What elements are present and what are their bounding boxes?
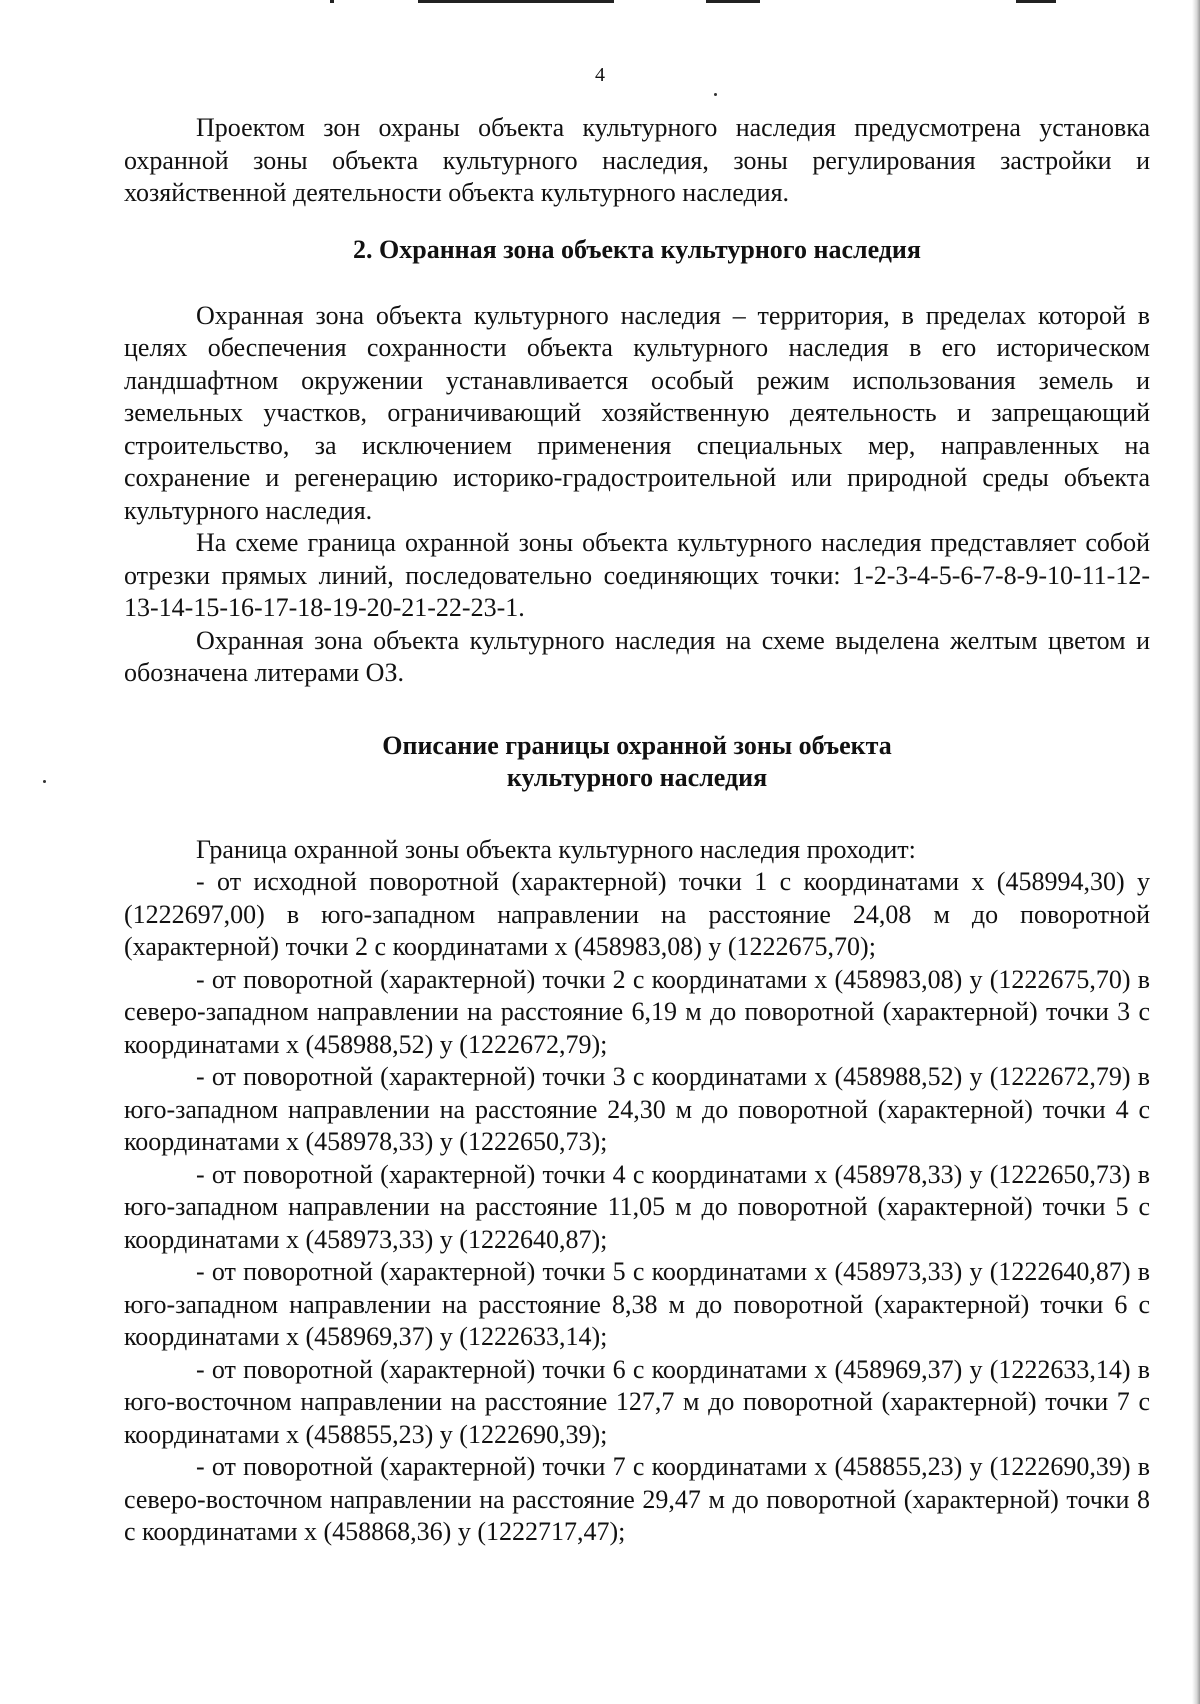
boundary-item: - от поворотной (характерной) точки 6 с координатами x (458969,37) y (1222633,14) в юго-восточном направлении на расстояние 127,7 м до поворотной (характерной) точки 7 с координатами x (458855,23) y (1222690,39); [124,1354,1150,1449]
scan-artifact [706,0,760,3]
boundary-item: - от исходной поворотной (характерной) точки 1 с координатами x (458994,30) y (1222697,00) в юго-западном направлении на расстояние 24,08 м до поворотной (характерной) точки 2 с координатами x (458983,08) y (1222675,70); [124,867,1150,961]
boundary-item: - от поворотной (характерной) точки 3 с координатами x (458988,52) y (1222672,79) в юго-западном направлении на расстояние 24,30 м до поворотной (характерной) точки 4 с координатами x (458978,33) y (1222650,73); [124,1062,1150,1156]
boundary-item: - от поворотной (характерной) точки 5 с координатами x (458973,33) y (1222640,87) в юго-западном направлении на расстояние 8,38 м до поворотной (характерной) точки 6 с координатами x (458969,37) y (1222633,14); [124,1257,1150,1351]
scan-speck [714,93,717,96]
description-heading-line: культурного наследия [506,762,768,792]
scan-artifact [418,0,614,3]
description-heading-line: Описание границы охранной зоны объекта [382,730,892,760]
scan-edge-shadow [1192,0,1200,1704]
description-heading [124,730,1150,794]
section-paragraph: На схеме граница охранной зоны объекта культурного наследия представляет собой отрезки прямых линий, последовательно соединяющих точки: 1-2-3-4-5-6-7-8-9-10-11-12-13-14-15-16-17-18-19-20-21-22-23-1. [124,528,1150,622]
scan-artifact [330,0,334,3]
document-body [124,112,1150,1549]
section-paragraph: Охранная зона объекта культурного наследия на схеме выделена желтым цветом и обозначена литерами ОЗ. [124,625,1150,687]
boundary-intro: Граница охранной зоны объекта культурного наследия проходит: [196,834,916,864]
section-heading: 2. Охранная зона объекта культурного наследия [353,234,921,264]
section-paragraph: Охранная зона объекта культурного наследия – территория, в пределах которой в целях обеспечения сохранности объекта культурного наследия в его историческом ландшафтном окружении устанавливается особый режим использования земель и земельных участков, ограничивающий хозяйственную деятельность и запрещающий строительство, за исключением применения специальных мер, направленных на сохранение и регенерацию историко-градостроительной или природной среды объекта культурного наследия. [124,300,1150,525]
intro-paragraph: Проектом зон охраны объекта культурного наследия предусмотрена установка охранной зоны объекта культурного наследия, зоны регулирования застройки и хозяйственной деятельности объекта культурного наследия. [124,113,1150,207]
scan-speck [43,780,46,783]
scan-artifact [1016,0,1056,3]
boundary-item: - от поворотной (характерной) точки 7 с координатами x (458855,23) y (1222690,39) в северо-восточном направлении на расстояние 29,47 м до поворотной (характерной) точки 8 с координатами x (458868,36) y (1222717,47); [124,1452,1150,1546]
page-number: 4 [595,64,605,86]
boundary-item: - от поворотной (характерной) точки 4 с координатами x (458978,33) y (1222650,73) в юго-западном направлении на расстояние 11,05 м до поворотной (характерной) точки 5 с координатами x (458973,33) y (1222640,87); [124,1159,1150,1254]
boundary-item: - от поворотной (характерной) точки 2 с координатами x (458983,08) y (1222675,70) в северо-западном направлении на расстояние 6,19 м до поворотной (характерной) точки 3 с координатами x (458988,52) y (1222672,79); [124,964,1150,1059]
